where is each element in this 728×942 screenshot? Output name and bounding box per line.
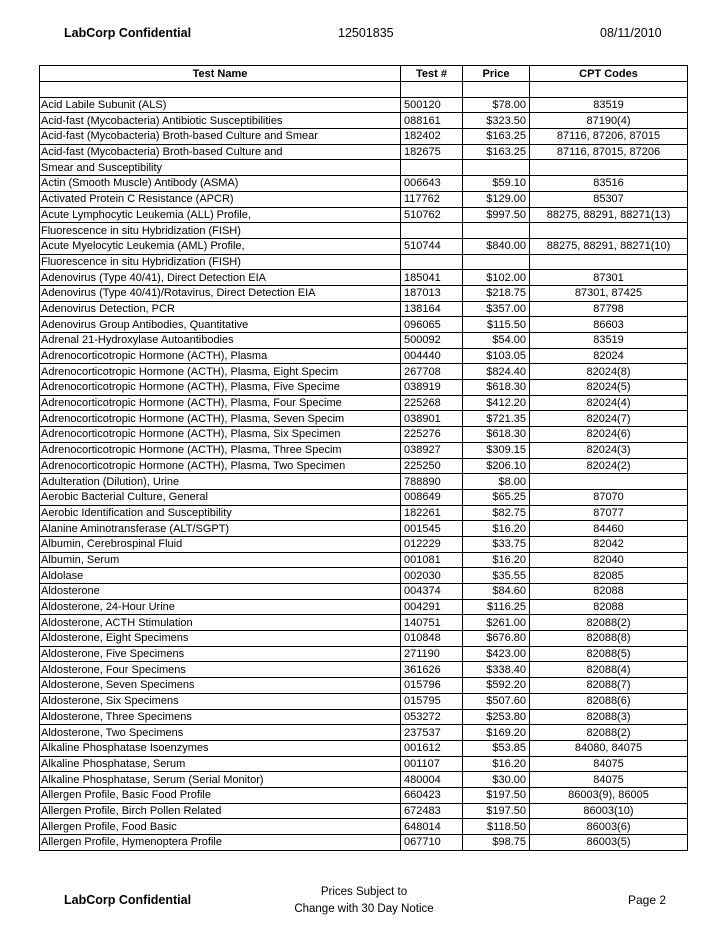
- cell-test-number: 271190: [401, 646, 463, 662]
- cell-price: $163.25: [463, 129, 530, 145]
- cell-price: [463, 160, 530, 176]
- cell-cpt-codes: 84075: [530, 756, 688, 772]
- cell-test-name: Activated Protein C Resistance (APCR): [40, 191, 401, 207]
- footer-notice: [268, 884, 460, 918]
- table-row: [40, 223, 688, 239]
- cell-test-number: 788890: [401, 474, 463, 490]
- cell-test-number: 038927: [401, 442, 463, 458]
- cell-test-number: 187013: [401, 285, 463, 301]
- cell-cpt-codes: 82088(2): [530, 615, 688, 631]
- cell-test-number: 096065: [401, 317, 463, 333]
- table-row: [40, 803, 688, 819]
- cell-price: $412.20: [463, 395, 530, 411]
- cell-test-name: Actin (Smooth Muscle) Antibody (ASMA): [40, 176, 401, 192]
- cell-test-number: 510762: [401, 207, 463, 223]
- cell-test-number: 182675: [401, 144, 463, 160]
- cell-test-name: Aldosterone, Three Specimens: [40, 709, 401, 725]
- cell-price: $618.30: [463, 380, 530, 396]
- cell-test-number: 001545: [401, 521, 463, 537]
- cell-test-name: Albumin, Cerebrospinal Fluid: [40, 536, 401, 552]
- table-row: [40, 238, 688, 254]
- cell-cpt-codes: 84080, 84075: [530, 740, 688, 756]
- cell-test-number: 067710: [401, 835, 463, 851]
- cell-test-number: 001612: [401, 740, 463, 756]
- cell-cpt-codes: 87190(4): [530, 113, 688, 129]
- cell-test-number: 088161: [401, 113, 463, 129]
- header-company: LabCorp Confidential: [64, 26, 192, 40]
- table-row: [40, 772, 688, 788]
- cell-test-name: Allergen Profile, Basic Food Profile: [40, 787, 401, 803]
- cell-test-name: [40, 82, 401, 98]
- cell-price: [463, 82, 530, 98]
- cell-price: $309.15: [463, 442, 530, 458]
- cell-test-name: Aldolase: [40, 568, 401, 584]
- cell-test-name: Alanine Aminotransferase (ALT/SGPT): [40, 521, 401, 537]
- cell-cpt-codes: [530, 160, 688, 176]
- cell-test-number: 015795: [401, 693, 463, 709]
- cell-cpt-codes: 82088(5): [530, 646, 688, 662]
- table-row: [40, 474, 688, 490]
- table-row: [40, 615, 688, 631]
- cell-price: $8.00: [463, 474, 530, 490]
- table-row: [40, 662, 688, 678]
- cell-price: $116.25: [463, 599, 530, 615]
- cell-cpt-codes: 82024: [530, 348, 688, 364]
- cell-test-number: 648014: [401, 819, 463, 835]
- cell-price: $78.00: [463, 97, 530, 113]
- cell-price: $507.60: [463, 693, 530, 709]
- cell-price: $323.50: [463, 113, 530, 129]
- cell-price: [463, 223, 530, 239]
- cell-test-name: Aldosterone, Eight Specimens: [40, 631, 401, 647]
- table-row: [40, 819, 688, 835]
- cell-price: $103.05: [463, 348, 530, 364]
- cell-test-number: 001081: [401, 552, 463, 568]
- cell-price: $357.00: [463, 301, 530, 317]
- cell-cpt-codes: 82088(8): [530, 631, 688, 647]
- cell-test-number: 500092: [401, 333, 463, 349]
- table-row: [40, 333, 688, 349]
- cell-test-name: Adulteration (Dilution), Urine: [40, 474, 401, 490]
- table-row: [40, 521, 688, 537]
- cell-test-number: 500120: [401, 97, 463, 113]
- cell-test-number: 140751: [401, 615, 463, 631]
- cell-test-name: Adrenocorticotropic Hormone (ACTH), Plasma, Six Specimen: [40, 427, 401, 443]
- table-row: [40, 787, 688, 803]
- table-row: [40, 725, 688, 741]
- cell-price: $118.50: [463, 819, 530, 835]
- price-table: [39, 65, 688, 851]
- cell-cpt-codes: 87301, 87425: [530, 285, 688, 301]
- cell-test-name: Adrenal 21-Hydroxylase Autoantibodies: [40, 333, 401, 349]
- cell-cpt-codes: 84075: [530, 772, 688, 788]
- cell-cpt-codes: 87070: [530, 489, 688, 505]
- table-row: [40, 740, 688, 756]
- cell-cpt-codes: 86003(10): [530, 803, 688, 819]
- column-header-cpt-codes: CPT Codes: [530, 66, 688, 82]
- cell-test-name: Acid-fast (Mycobacteria) Antibiotic Susceptibilities: [40, 113, 401, 129]
- cell-test-number: 010848: [401, 631, 463, 647]
- table-row: [40, 364, 688, 380]
- cell-test-name: Adenovirus (Type 40/41), Direct Detection EIA: [40, 270, 401, 286]
- cell-price: $840.00: [463, 238, 530, 254]
- table-row: [40, 458, 688, 474]
- cell-test-name: Aerobic Bacterial Culture, General: [40, 489, 401, 505]
- cell-test-number: 361626: [401, 662, 463, 678]
- cell-test-number: 225276: [401, 427, 463, 443]
- cell-test-name: Aldosterone, 24-Hour Urine: [40, 599, 401, 615]
- cell-test-name: Adenovirus (Type 40/41)/Rotavirus, Direct Detection EIA: [40, 285, 401, 301]
- cell-price: $16.20: [463, 756, 530, 772]
- cell-test-number: 015796: [401, 678, 463, 694]
- cell-price: $218.75: [463, 285, 530, 301]
- cell-price: $824.40: [463, 364, 530, 380]
- table-row: [40, 160, 688, 176]
- cell-test-name: Aldosterone, Six Specimens: [40, 693, 401, 709]
- cell-price: $169.20: [463, 725, 530, 741]
- cell-test-number: 138164: [401, 301, 463, 317]
- table-row: [40, 348, 688, 364]
- cell-cpt-codes: 86003(5): [530, 835, 688, 851]
- cell-test-number: 004440: [401, 348, 463, 364]
- cell-cpt-codes: 82040: [530, 552, 688, 568]
- cell-price: $129.00: [463, 191, 530, 207]
- cell-cpt-codes: 87798: [530, 301, 688, 317]
- cell-price: $16.20: [463, 552, 530, 568]
- table-row: [40, 505, 688, 521]
- table-row: [40, 129, 688, 145]
- cell-price: $65.25: [463, 489, 530, 505]
- cell-test-number: 002030: [401, 568, 463, 584]
- table-row: [40, 254, 688, 270]
- cell-price: $253.80: [463, 709, 530, 725]
- cell-cpt-codes: 82024(2): [530, 458, 688, 474]
- cell-test-name: Aerobic Identification and Susceptibility: [40, 505, 401, 521]
- cell-price: $197.50: [463, 803, 530, 819]
- cell-cpt-codes: 82024(8): [530, 364, 688, 380]
- cell-test-name: Adrenocorticotropic Hormone (ACTH), Plasma, Seven Specim: [40, 411, 401, 427]
- cell-test-name: Adrenocorticotropic Hormone (ACTH), Plasma, Five Specime: [40, 380, 401, 396]
- column-header-price: Price: [463, 66, 530, 82]
- cell-cpt-codes: 82088(4): [530, 662, 688, 678]
- cell-price: $261.00: [463, 615, 530, 631]
- cell-cpt-codes: 85307: [530, 191, 688, 207]
- cell-test-number: 267708: [401, 364, 463, 380]
- table-row: [40, 442, 688, 458]
- cell-cpt-codes: 84460: [530, 521, 688, 537]
- table-row: [40, 584, 688, 600]
- cell-test-name: Albumin, Serum: [40, 552, 401, 568]
- cell-price: $102.00: [463, 270, 530, 286]
- table-row: [40, 693, 688, 709]
- cell-test-name: Acute Myelocytic Leukemia (AML) Profile,: [40, 238, 401, 254]
- cell-test-name: Alkaline Phosphatase Isoenzymes: [40, 740, 401, 756]
- cell-test-number: 053272: [401, 709, 463, 725]
- cell-test-number: 510744: [401, 238, 463, 254]
- cell-test-number: 480004: [401, 772, 463, 788]
- cell-price: $84.60: [463, 584, 530, 600]
- cell-cpt-codes: 82088(2): [530, 725, 688, 741]
- column-header-test-name: Test Name: [40, 66, 401, 82]
- table-row: [40, 631, 688, 647]
- cell-test-name: Allergen Profile, Birch Pollen Related: [40, 803, 401, 819]
- cell-test-number: 008649: [401, 489, 463, 505]
- cell-test-number: [401, 82, 463, 98]
- cell-test-name: Acid-fast (Mycobacteria) Broth-based Culture and Smear: [40, 129, 401, 145]
- cell-price: $16.20: [463, 521, 530, 537]
- cell-test-name: Acid Labile Subunit (ALS): [40, 97, 401, 113]
- cell-cpt-codes: 88275, 88291, 88271(13): [530, 207, 688, 223]
- cell-price: $35.55: [463, 568, 530, 584]
- cell-test-number: 225268: [401, 395, 463, 411]
- table-row: [40, 285, 688, 301]
- cell-cpt-codes: [530, 254, 688, 270]
- table-row: [40, 489, 688, 505]
- cell-price: $98.75: [463, 835, 530, 851]
- table-row: [40, 97, 688, 113]
- cell-cpt-codes: 86603: [530, 317, 688, 333]
- cell-cpt-codes: 86003(6): [530, 819, 688, 835]
- cell-cpt-codes: 82088(6): [530, 693, 688, 709]
- cell-price: $115.50: [463, 317, 530, 333]
- table-row: [40, 395, 688, 411]
- table-row: [40, 599, 688, 615]
- cell-cpt-codes: 88275, 88291, 88271(10): [530, 238, 688, 254]
- cell-cpt-codes: 82088(7): [530, 678, 688, 694]
- cell-test-name: Adenovirus Detection, PCR: [40, 301, 401, 317]
- cell-test-name: Alkaline Phosphatase, Serum: [40, 756, 401, 772]
- footer-notice-line1: Prices Subject to: [320, 886, 408, 898]
- cell-price: $206.10: [463, 458, 530, 474]
- table-row: [40, 191, 688, 207]
- cell-test-name: Adrenocorticotropic Hormone (ACTH), Plasma, Eight Specim: [40, 364, 401, 380]
- table-row: [40, 756, 688, 772]
- cell-test-name: Fluorescence in situ Hybridization (FISH): [40, 254, 401, 270]
- cell-test-number: 237537: [401, 725, 463, 741]
- table-row: [40, 380, 688, 396]
- cell-price: $676.80: [463, 631, 530, 647]
- cell-cpt-codes: 86003(9), 86005: [530, 787, 688, 803]
- table-row: [40, 646, 688, 662]
- cell-test-name: Adrenocorticotropic Hormone (ACTH), Plasma, Three Specim: [40, 442, 401, 458]
- cell-test-number: 182261: [401, 505, 463, 521]
- cell-cpt-codes: 82088: [530, 599, 688, 615]
- cell-test-name: Aldosterone, Seven Specimens: [40, 678, 401, 694]
- table-row: [40, 207, 688, 223]
- cell-test-number: [401, 223, 463, 239]
- cell-test-number: 006643: [401, 176, 463, 192]
- cell-cpt-codes: 83516: [530, 176, 688, 192]
- cell-price: $59.10: [463, 176, 530, 192]
- cell-price: $163.25: [463, 144, 530, 160]
- cell-cpt-codes: 82024(3): [530, 442, 688, 458]
- cell-test-name: Fluorescence in situ Hybridization (FISH): [40, 223, 401, 239]
- cell-test-name: Aldosterone, Five Specimens: [40, 646, 401, 662]
- cell-test-name: Aldosterone, ACTH Stimulation: [40, 615, 401, 631]
- cell-cpt-codes: 87301: [530, 270, 688, 286]
- column-header-test-number: Test #: [401, 66, 463, 82]
- cell-test-number: 182402: [401, 129, 463, 145]
- cell-cpt-codes: 83519: [530, 97, 688, 113]
- header-account-number: 12501835: [338, 26, 394, 40]
- cell-price: $30.00: [463, 772, 530, 788]
- cell-price: $54.00: [463, 333, 530, 349]
- cell-test-name: Alkaline Phosphatase, Serum (Serial Monitor): [40, 772, 401, 788]
- cell-cpt-codes: [530, 223, 688, 239]
- cell-test-number: 660423: [401, 787, 463, 803]
- cell-cpt-codes: 82024(4): [530, 395, 688, 411]
- cell-test-number: [401, 160, 463, 176]
- cell-test-name: Adenovirus Group Antibodies, Quantitative: [40, 317, 401, 333]
- cell-test-name: Acid-fast (Mycobacteria) Broth-based Culture and: [40, 144, 401, 160]
- cell-test-name: Allergen Profile, Food Basic: [40, 819, 401, 835]
- cell-test-number: 225250: [401, 458, 463, 474]
- table-row: [40, 411, 688, 427]
- table-row: [40, 709, 688, 725]
- cell-test-number: 012229: [401, 536, 463, 552]
- cell-test-name: Adrenocorticotropic Hormone (ACTH), Plasma, Two Specimen: [40, 458, 401, 474]
- cell-cpt-codes: [530, 82, 688, 98]
- cell-price: $33.75: [463, 536, 530, 552]
- cell-test-number: 672483: [401, 803, 463, 819]
- cell-cpt-codes: 82042: [530, 536, 688, 552]
- cell-price: $197.50: [463, 787, 530, 803]
- table-row: [40, 270, 688, 286]
- cell-price: $53.85: [463, 740, 530, 756]
- table-row: [40, 536, 688, 552]
- table-row: [40, 835, 688, 851]
- table-row: [40, 144, 688, 160]
- cell-cpt-codes: 82024(6): [530, 427, 688, 443]
- cell-price: $338.40: [463, 662, 530, 678]
- cell-test-name: Adrenocorticotropic Hormone (ACTH), Plasma: [40, 348, 401, 364]
- footer-company: LabCorp Confidential: [64, 893, 192, 907]
- cell-cpt-codes: 82085: [530, 568, 688, 584]
- cell-cpt-codes: 83519: [530, 333, 688, 349]
- cell-price: $618.30: [463, 427, 530, 443]
- cell-cpt-codes: 82024(5): [530, 380, 688, 396]
- cell-price: $997.50: [463, 207, 530, 223]
- table-row: [40, 301, 688, 317]
- cell-test-number: 004374: [401, 584, 463, 600]
- cell-cpt-codes: 82024(7): [530, 411, 688, 427]
- cell-test-number: 117762: [401, 191, 463, 207]
- cell-price: $592.20: [463, 678, 530, 694]
- table-row: [40, 568, 688, 584]
- footer-notice-line2: Change with 30 Day Notice: [294, 903, 434, 915]
- cell-test-number: 038901: [401, 411, 463, 427]
- table-row: [40, 678, 688, 694]
- cell-price: $423.00: [463, 646, 530, 662]
- cell-test-name: Acute Lymphocytic Leukemia (ALL) Profile,: [40, 207, 401, 223]
- table-header-row: [40, 66, 688, 82]
- table-row: [40, 317, 688, 333]
- cell-test-number: [401, 254, 463, 270]
- cell-test-name: Smear and Susceptibility: [40, 160, 401, 176]
- table-row: [40, 552, 688, 568]
- cell-test-name: Aldosterone, Two Specimens: [40, 725, 401, 741]
- cell-cpt-codes: 87116, 87206, 87015: [530, 129, 688, 145]
- cell-test-number: 185041: [401, 270, 463, 286]
- table-row: [40, 176, 688, 192]
- table-row: [40, 113, 688, 129]
- cell-test-name: Aldosterone: [40, 584, 401, 600]
- cell-price: [463, 254, 530, 270]
- cell-cpt-codes: 87077: [530, 505, 688, 521]
- table-row: [40, 427, 688, 443]
- cell-test-name: Aldosterone, Four Specimens: [40, 662, 401, 678]
- header-date: 08/11/2010: [600, 26, 662, 40]
- footer-page-number: Page 2: [628, 893, 667, 907]
- cell-test-name: Allergen Profile, Hymenoptera Profile: [40, 835, 401, 851]
- table-row: [40, 82, 688, 98]
- cell-cpt-codes: 82088: [530, 584, 688, 600]
- cell-test-name: Adrenocorticotropic Hormone (ACTH), Plasma, Four Specime: [40, 395, 401, 411]
- cell-cpt-codes: 87116, 87015, 87206: [530, 144, 688, 160]
- cell-test-number: 004291: [401, 599, 463, 615]
- cell-test-number: 038919: [401, 380, 463, 396]
- cell-price: $721.35: [463, 411, 530, 427]
- cell-test-number: 001107: [401, 756, 463, 772]
- cell-cpt-codes: [530, 474, 688, 490]
- cell-cpt-codes: 82088(3): [530, 709, 688, 725]
- cell-price: $82.75: [463, 505, 530, 521]
